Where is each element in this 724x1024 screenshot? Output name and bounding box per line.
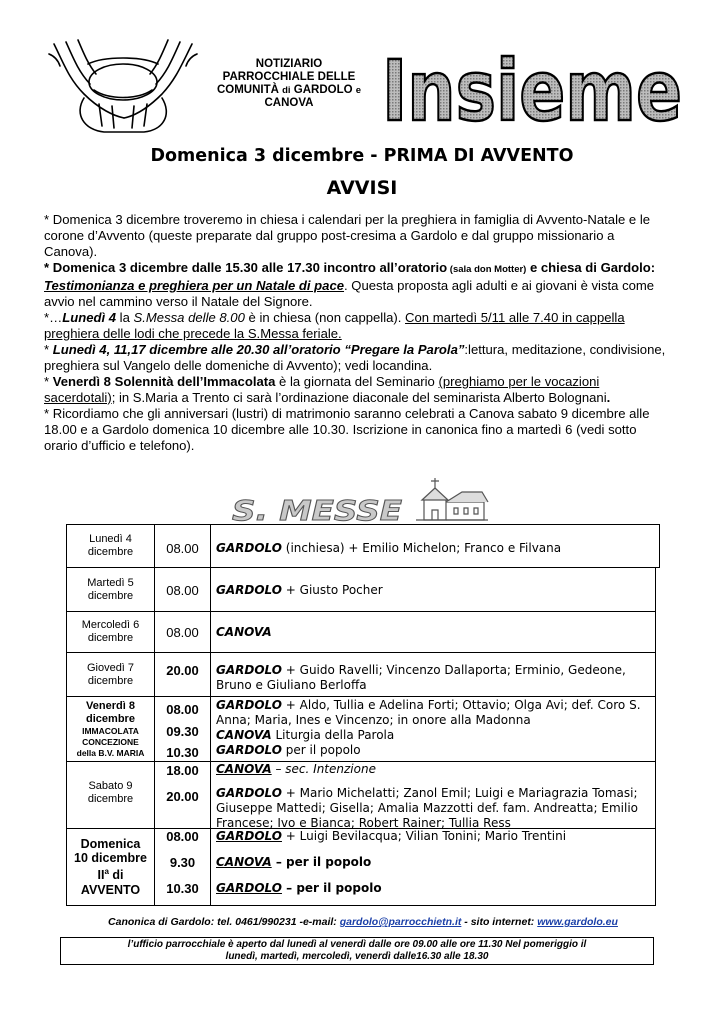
time-text: 20.00 (166, 789, 199, 804)
notice-text: . (606, 390, 611, 405)
insieme-logo (380, 42, 685, 140)
day-text: dicembre (86, 712, 135, 725)
day-text: Sabato 9 (88, 780, 133, 792)
time-text: 10.30 (166, 745, 199, 760)
notice-text: * (44, 342, 53, 357)
day-text: AVVENTO (80, 882, 141, 897)
place-name: GARDOLO (216, 583, 282, 597)
intention-cell (211, 697, 655, 761)
place-name: GARDOLO (216, 829, 282, 843)
newsletter-masthead (200, 58, 378, 110)
day-text: Venerdì 8 (86, 699, 135, 712)
intention-text: + Giusto Pocher (281, 583, 383, 597)
day-text: di (108, 868, 124, 883)
notice-text: Testimonianza e preghiera per un Natale di pace (44, 278, 345, 293)
intention-text: – per il popolo (271, 855, 372, 869)
contact-text: - sito internet: (461, 916, 538, 928)
contact-text: Canonica di Gardolo: tel. 0461/990231 -e-mail: (108, 916, 340, 928)
intention-text: – sec. Intenzione (271, 762, 376, 776)
table-row (66, 524, 660, 568)
email-link[interactable]: gardolo@parrocchietn.it (339, 916, 462, 928)
day-text: dicembre (87, 674, 134, 687)
time-cell (155, 612, 211, 652)
website-link[interactable]: www.gardolo.eu (537, 916, 618, 928)
time-text: 10.30 (166, 881, 199, 896)
day-text: dicembre (87, 793, 134, 805)
notice-text: ; in S.Maria a Trento ci sarà l’ordinazione diaconale del seminarista Alberto Bolognani (111, 390, 607, 405)
notice-text: * (44, 374, 53, 389)
place-name: CANOVA (216, 625, 272, 639)
time-text: 20.00 (166, 663, 199, 678)
day-text: Giovedì 7 (86, 661, 135, 674)
time-text: 08.00 (166, 625, 199, 640)
notice-6: * Ricordiamo che gli anniversari (lustri) di matrimonio saranno celebrati a Canova sabato 9 dicembre alle 18.00 e a Gardolo domenica 10 dicembre alle 10.30. Iscrizione in canonica fino a martedì 6 (vedi sotto orario d’ufficio e telefono). (44, 406, 650, 453)
day-cell (67, 525, 155, 567)
table-row (66, 696, 656, 762)
intention-line (216, 728, 651, 743)
intention-text: + Mario Michelatti; Zanol Emil; Luigi e Mariagrazia Tomasi; Giuseppe Mattedi; Gisella; Amalia Mazzotti def. fam. Andreatta; Emilio Francese; Ivo e Bianca; Robert Rainer; Tullia Ress (216, 786, 639, 830)
masthead-line: PARROCCHIALE DELLE (222, 71, 356, 83)
office-hours-box (60, 937, 654, 965)
place-name: GARDOLO (216, 743, 282, 757)
logo-text: Insieme (382, 42, 682, 140)
time-text: 08.00 (166, 583, 199, 598)
time-cell (155, 653, 211, 696)
intention-text: – per il popolo (281, 881, 382, 895)
notices (44, 212, 666, 454)
masthead-line: CANOVA (264, 97, 314, 109)
intention-cell (211, 762, 655, 828)
day-text: II (97, 868, 105, 883)
notice-text: *… (44, 310, 63, 325)
table-row (66, 652, 656, 697)
day-text: dicembre (87, 546, 134, 558)
table-row (66, 611, 656, 653)
intention-cell (211, 829, 655, 905)
notice-text: è in chiesa (non cappella). (244, 310, 406, 325)
time-cell (155, 697, 211, 761)
day-cell (67, 653, 155, 696)
notice-text: la (116, 310, 134, 325)
time-text: 08.00 (166, 702, 199, 717)
notice-text: :lettura, meditazione, condivisione, preghiera sul Vangelo delle domeniche di Avvento); vedi locandina. (44, 342, 666, 373)
notice-text: S.Messa delle 8.00 (133, 310, 245, 325)
intention-text: (inchiesa) + Emilio Michelon; Franco e Filvana (281, 541, 562, 555)
notice-text: * Domenica 3 dicembre dalle 15.30 alle 17.30 incontro all’oratorio (44, 260, 448, 275)
place-name: CANOVA (216, 855, 272, 869)
day-text: Mercoledì 6 (81, 619, 140, 631)
time-cell (155, 762, 211, 828)
church-icon (416, 478, 488, 520)
masthead-text: di (282, 85, 291, 96)
intention-line (216, 855, 651, 881)
notice-4 (44, 342, 666, 374)
intention-line (216, 698, 651, 728)
notice-1: * Domenica 3 dicembre troveremo in chiesa i calendari per la preghiera in famiglia di Avvento-Natale e le corone d’Avvento (queste preparate dal gruppo post-cresima a Gardolo e dal gruppo missionario a Canova). (44, 212, 651, 259)
day-cell (67, 829, 155, 905)
place-name: CANOVA (216, 762, 272, 776)
notice-text: e chiesa di Gardolo: (526, 260, 656, 275)
day-text (67, 865, 154, 882)
day-text: a (104, 867, 109, 877)
day-text: Lunedì 4 (89, 533, 132, 545)
intention-text: + Aldo, Tullia e Adelina Forti; Ottavio; Olga Avi; def. Coro S. Anna; Maria, Ines e Vincenzo; in onore alla Madonna (216, 698, 641, 727)
time-text: 08.00 (166, 541, 199, 556)
contact-info (68, 916, 658, 928)
table-row (66, 761, 656, 829)
intention-text: + Guido Ravelli; Vincenzo Dallaporta; Erminio, Gedeone, Bruno e Giuliano Berloffa (216, 663, 626, 692)
masthead-text: COMUNITÀ (216, 84, 283, 96)
day-text: CONCEZIONE (82, 736, 139, 747)
masthead-line (200, 84, 378, 97)
messe-banner (230, 476, 490, 527)
office-hours-line: l’ufficio parrocchiale è aperto dal lunedì al venerdì dalle ore 09.00 alle ore 11.30 Nel pomeriggio il (127, 939, 587, 950)
day-text: della B.V. MARIA (76, 747, 145, 758)
notice-2 (44, 260, 666, 310)
intention-line (216, 743, 651, 758)
intention-cell (211, 612, 655, 652)
notice-text: Lunedì 4 (62, 310, 117, 325)
intention-cell (211, 525, 659, 567)
notice-text: (preghiamo per le vocazioni sacerdotali) (44, 374, 600, 405)
time-cell (155, 525, 211, 567)
notice-3 (44, 310, 666, 342)
time-text: 09.30 (166, 724, 199, 739)
intention-line (216, 762, 651, 777)
table-row (66, 567, 656, 612)
day-text: 10 dicembre (74, 851, 147, 866)
intention-text: Liturgia della Parola (271, 728, 395, 742)
table-row (66, 828, 656, 906)
day-text: dicembre (87, 589, 134, 602)
place-name: GARDOLO (216, 881, 282, 895)
intention-line (216, 881, 651, 896)
notice-text: Venerdì 8 Solennità dell’Immacolata (52, 374, 276, 389)
place-name: CANOVA (216, 728, 272, 742)
notice-5 (44, 374, 666, 406)
messe-banner-text: S. MESSE (232, 494, 402, 527)
section-heading: AVVISI (326, 177, 398, 199)
place-name: GARDOLO (216, 698, 282, 712)
day-text: Martedì 5 (87, 576, 134, 589)
day-text: dicembre (87, 632, 134, 644)
page-title: Domenica 3 dicembre - PRIMA DI AVVENTO (150, 146, 574, 166)
day-cell (67, 612, 155, 652)
masthead-line: NOTIZIARIO (255, 58, 323, 70)
notice-text: Con martedì 5/11 alle 7.40 in cappella preghiera delle lodi che precede la S.Messa feriale. (44, 310, 625, 341)
intention-line (216, 829, 651, 855)
intention-line (216, 786, 651, 831)
time-cell (155, 568, 211, 611)
time-text: 9.30 (169, 855, 196, 870)
day-cell (67, 762, 155, 828)
day-cell (67, 568, 155, 611)
intention-cell (211, 653, 655, 696)
intention-text: per il popolo (281, 743, 361, 757)
place-name: GARDOLO (216, 541, 282, 555)
intention-cell (211, 568, 655, 611)
notice-text: (sala don Motter) (447, 264, 527, 275)
masthead-text: GARDOLO (290, 84, 356, 96)
place-name: GARDOLO (216, 663, 282, 677)
notice-text: . Questa proposta agli adulti e ai giovani è vista come avvio nel cammino verso il Natale del Signore. (44, 278, 655, 309)
time-text: 08.00 (166, 829, 199, 844)
intention-text: + Luigi Bevilacqua; Vilian Tonini; Mario Trentini (281, 829, 567, 843)
day-cell (67, 697, 155, 761)
time-text: 18.00 (166, 763, 199, 778)
day-text: Domenica (80, 837, 141, 852)
praying-hands-illustration (44, 34, 202, 134)
office-hours-line: lunedì, martedì, mercoledì, venerdì dalle16.30 alle 18.30 (225, 951, 489, 962)
notice-text: è la giornata del Seminario (275, 374, 439, 389)
notice-text: Lunedì 4, 11,17 dicembre alle 20.30 all’oratorio “Pregare la Parola” (52, 342, 465, 357)
masthead-text: e (355, 85, 362, 96)
day-text: IMMACOLATA (82, 725, 139, 736)
time-cell (155, 829, 211, 905)
place-name: GARDOLO (216, 786, 282, 800)
